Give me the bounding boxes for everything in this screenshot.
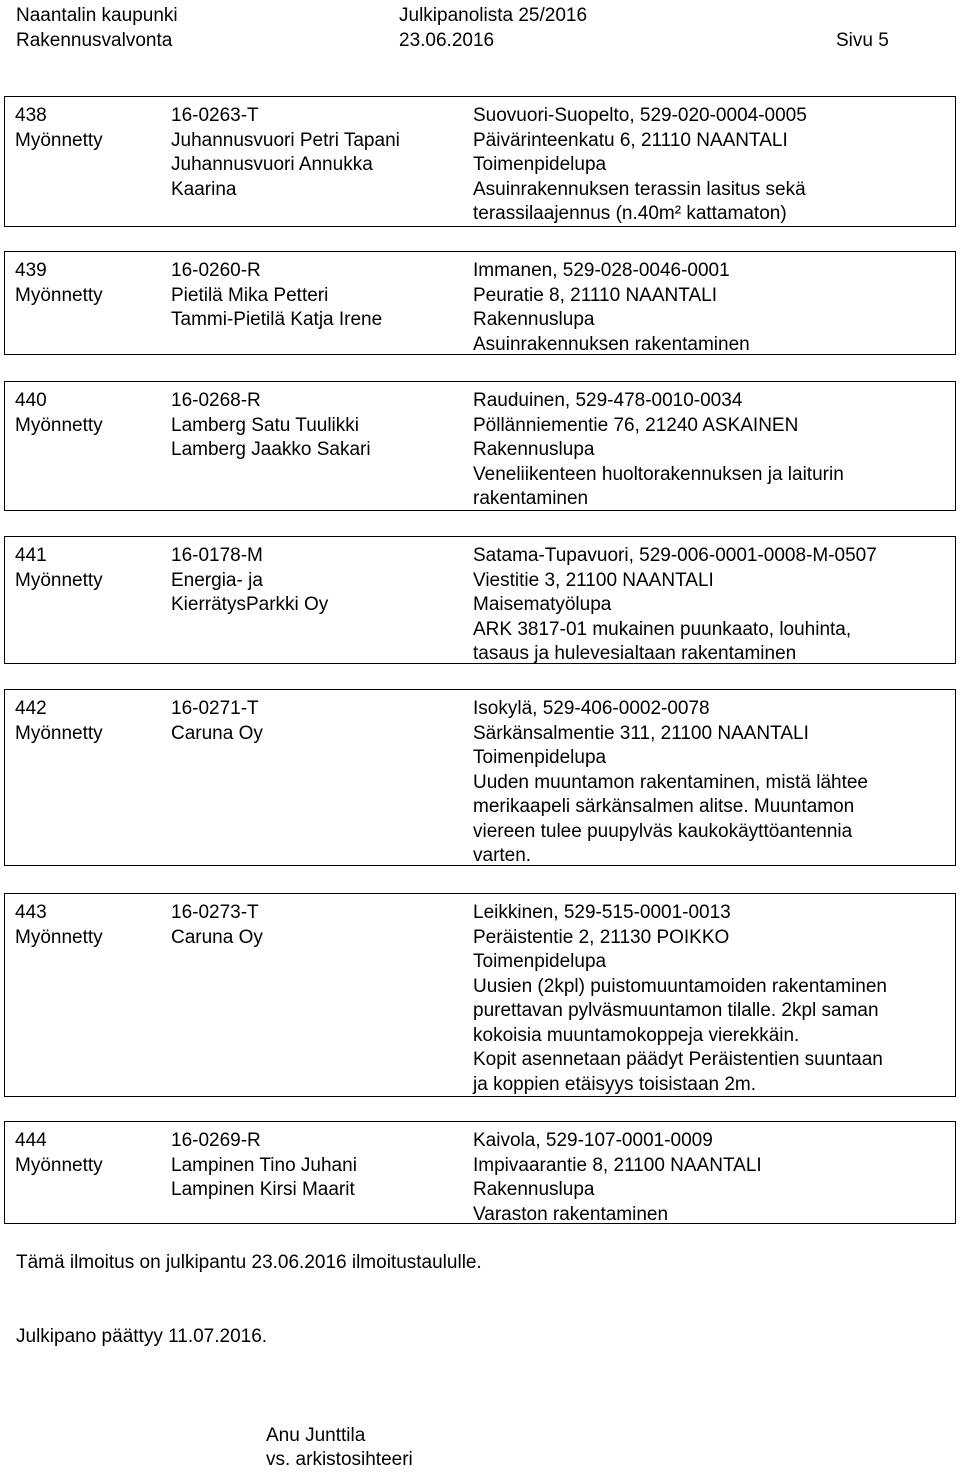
description-line: Asuinrakennuksen terassin lasitus sekä	[473, 178, 806, 200]
permit-entry	[4, 381, 956, 511]
description-block	[473, 901, 951, 1097]
department: Rakennusvalvonta	[16, 30, 173, 51]
property: Immanen, 529-028-0046-0001	[473, 260, 730, 281]
applicant: Energia- ja	[171, 569, 263, 591]
applicant-block	[171, 259, 461, 333]
applicant: Lamberg Jaakko Sakari	[171, 439, 371, 460]
property: Leikkinen, 529-515-0001-0013	[473, 902, 731, 923]
applicant-block	[171, 1129, 461, 1203]
entry-number: 440	[15, 390, 47, 411]
entry-number: 443	[15, 902, 47, 923]
permit-id: 16-0260-R	[171, 260, 261, 281]
applicant: Caruna Oy	[171, 722, 263, 744]
applicant: Caruna Oy	[171, 926, 263, 948]
description-block	[473, 389, 951, 512]
permit-entry	[4, 689, 956, 866]
permit-type: Toimenpidelupa	[473, 154, 607, 175]
description-line: ja koppien etäisyys toisistaan 2m.	[473, 1073, 757, 1095]
permit-entry	[4, 96, 956, 227]
posting-end-date: Julkipano päättyy 11.07.2016.	[16, 1326, 268, 1347]
applicant-block	[171, 544, 461, 618]
applicant: Juhannusvuori Annukka	[171, 154, 373, 175]
page-header	[16, 3, 896, 53]
permit-id: 16-0273-T	[171, 902, 259, 923]
permit-type: Maisematyölupa	[473, 594, 612, 615]
list-title: Julkipanolista 25/2016	[399, 5, 588, 26]
description-block	[473, 697, 951, 869]
description-block	[473, 1129, 951, 1227]
entry-number: 442	[15, 698, 47, 719]
entry-status: Myönnetty	[15, 284, 103, 306]
description-block	[473, 259, 951, 357]
description-line: viereen tulee puupylväs kaukokäyttöantennia	[473, 820, 853, 842]
applicant-block	[171, 104, 461, 202]
entry-id-block	[15, 1129, 103, 1178]
address: Peräistentie 2, 21130 POIKKO	[473, 926, 730, 948]
entry-number: 441	[15, 545, 47, 566]
description-line: Asuinrakennuksen rakentaminen	[473, 333, 750, 355]
signer-title: vs. arkistosihteeri	[266, 1449, 413, 1470]
permit-type: Toimenpidelupa	[473, 747, 607, 768]
description-line: kokoisia muuntamokoppeja vierekkäin.	[473, 1024, 800, 1046]
applicant: Lampinen Tino Juhani	[171, 1154, 357, 1176]
description-line: merikaapeli särkänsalmen alitse. Muuntamon	[473, 796, 855, 817]
header-left	[16, 3, 178, 53]
signature-block	[266, 1424, 413, 1472]
entry-status: Myönnetty	[15, 569, 103, 591]
entry-status: Myönnetty	[15, 1154, 103, 1176]
permit-id: 16-0269-R	[171, 1130, 261, 1151]
applicant: KierrätysParkki Oy	[171, 594, 329, 615]
permit-type: Rakennuslupa	[473, 439, 595, 460]
applicant: Tammi-Pietilä Katja Irene	[171, 309, 383, 330]
property: Isokylä, 529-406-0002-0078	[473, 698, 710, 719]
permit-type: Toimenpidelupa	[473, 951, 607, 972]
description-line: Kopit asennetaan päädyt Peräistentien suuntaan	[473, 1049, 883, 1070]
permit-entry	[4, 893, 956, 1097]
property: Satama-Tupavuori, 529-006-0001-0008-M-0507	[473, 545, 877, 566]
address: Impivaarantie 8, 21100 NAANTALI	[473, 1154, 762, 1176]
description-line: varten.	[473, 845, 532, 866]
description-line: rakentaminen	[473, 488, 589, 509]
description-line: ARK 3817-01 mukainen puunkaato, louhinta,	[473, 618, 852, 640]
entry-id-block	[15, 259, 103, 308]
address: Pöllänniementie 76, 21240 ASKAINEN	[473, 414, 799, 436]
property: Suovuori-Suopelto, 529-020-0004-0005	[473, 105, 807, 126]
entry-number: 444	[15, 1130, 47, 1151]
permit-entry	[4, 1121, 956, 1224]
description-block	[473, 104, 951, 227]
entry-status: Myönnetty	[15, 722, 103, 744]
applicant-block	[171, 389, 461, 463]
address: Peuratie 8, 21110 NAANTALI	[473, 284, 717, 306]
list-date: 23.06.2016	[399, 30, 495, 51]
description-line: Uusien (2kpl) puistomuuntamoiden rakentaminen	[473, 975, 888, 997]
permit-id: 16-0268-R	[171, 390, 261, 411]
posting-notice: Tämä ilmoitus on julkipantu 23.06.2016 ilmoitustaululle.	[16, 1252, 482, 1273]
applicant-block	[171, 697, 461, 746]
description-line: Varaston rakentaminen	[473, 1203, 669, 1225]
address: Viestitie 3, 21100 NAANTALI	[473, 569, 714, 591]
org-name: Naantalin kaupunki	[16, 5, 178, 26]
applicant: Lamberg Satu Tuulikki	[171, 414, 359, 436]
entry-number: 439	[15, 260, 47, 281]
permit-entry	[4, 536, 956, 664]
description-line: tasaus ja hulevesialtaan rakentaminen	[473, 643, 797, 664]
permit-type: Rakennuslupa	[473, 309, 595, 330]
signer-name: Anu Junttila	[266, 1425, 366, 1446]
description-line: Uuden muuntamon rakentaminen, mistä lähtee	[473, 771, 869, 793]
applicant: Juhannusvuori Petri Tapani	[171, 129, 400, 151]
applicant: Pietilä Mika Petteri	[171, 284, 329, 306]
entry-id-block	[15, 901, 103, 950]
property: Kaivola, 529-107-0001-0009	[473, 1130, 713, 1151]
entry-id-block	[15, 697, 103, 746]
permit-id: 16-0178-M	[171, 545, 263, 566]
description-block	[473, 544, 951, 667]
permit-entry	[4, 251, 956, 355]
header-center	[399, 3, 587, 53]
entry-id-block	[15, 389, 103, 438]
description-line: purettavan pylväsmuuntamon tilalle. 2kpl saman	[473, 1000, 879, 1021]
applicant: Kaarina	[171, 178, 237, 200]
property: Rauduinen, 529-478-0010-0034	[473, 390, 743, 411]
entry-status: Myönnetty	[15, 926, 103, 948]
description-line: terassilaajennus (n.40m² kattamaton)	[473, 203, 787, 224]
entry-status: Myönnetty	[15, 129, 103, 151]
permit-id: 16-0263-T	[171, 105, 259, 126]
page-number: Sivu 5	[836, 30, 889, 51]
address: Särkänsalmentie 311, 21100 NAANTALI	[473, 722, 809, 744]
entry-status: Myönnetty	[15, 414, 103, 436]
address: Päivärinteenkatu 6, 21110 NAANTALI	[473, 129, 788, 151]
description-line: Veneliikenteen huoltorakennuksen ja laiturin	[473, 463, 844, 485]
applicant: Lampinen Kirsi Maarit	[171, 1179, 355, 1200]
applicant-block	[171, 901, 461, 950]
permit-type: Rakennuslupa	[473, 1179, 595, 1200]
entry-id-block	[15, 104, 103, 153]
permit-id: 16-0271-T	[171, 698, 259, 719]
entry-number: 438	[15, 105, 47, 126]
entry-id-block	[15, 544, 103, 593]
